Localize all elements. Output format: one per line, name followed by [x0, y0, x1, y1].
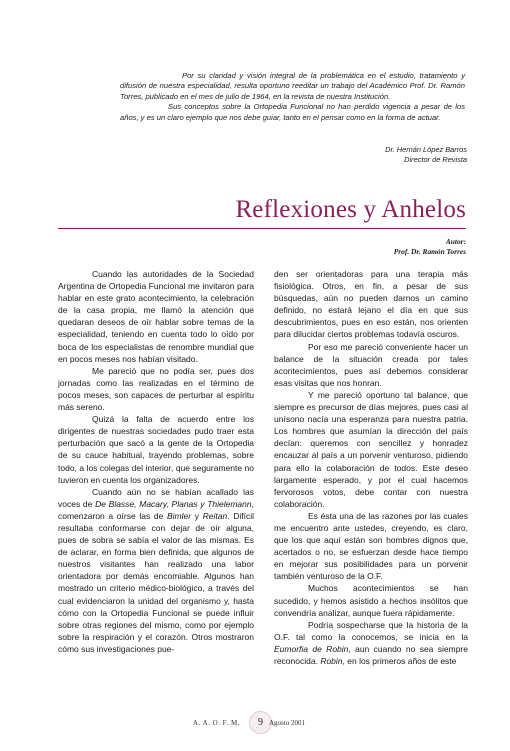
- body-paragraph: Me pareció que no podía ser, pues dos jornadas como las realizadas en el término de pocos meses, son capaces de perturbar al espíritu más sereno.: [58, 365, 254, 413]
- text-run: . Difícil resultaba conformarse con dejar de oír alguna, pues de sobra se sabía el valor de las mismas. Es de aclarar, en forma bien definida, que algunos de nuestros visitantes han realizado una labor orientadora por demás encomiable. Algunos han mostrado un criterio médico-biológico, a través del cual evidenciaron la unidad del organismo y, hasta cómo con la Ortopedia Funcional se puede influir sobre otras regiones del mismo, como por ejemplo sobre la respiración y el corazón. Otros mostraron cómo sus investigaciones pue-: [58, 510, 255, 654]
- title-divider: [58, 228, 466, 229]
- italic-names: Bimler: [166, 510, 192, 521]
- right-column: [274, 268, 468, 667]
- body-paragraph: Por eso me pareció conveniente hacer un balance de la situación creada por tales acontecimientos, pues así debemos considerar esas visitas que nos honran.: [274, 341, 468, 388]
- italic-term: Eumorfia de Robin: [274, 643, 349, 654]
- signature-name: Dr. Hernán López Barros: [385, 145, 467, 154]
- left-column: [58, 268, 254, 655]
- page-footer: [0, 713, 510, 733]
- italic-names: Reitan: [202, 510, 228, 521]
- intro-signature: [385, 145, 467, 165]
- page-number: 9: [258, 717, 263, 728]
- body-paragraph: Y me pareció oportuno tal balance, que siempre es precursor de días mejores, pues casi al unísono nacía una esperanza para nuestra patria. Los hombres que asumían la dirección del país decían: queremos con sencillez y honradez encauzar al país a un porvenir venturoso, pidiendo para ello la colaboración de todos. Este deseo largamente esperado, y por el cual hacemos fervorosos votos, debe contar con nuestra colaboración.: [274, 389, 468, 509]
- article-title: Reflexiones y Anhelos: [235, 196, 466, 223]
- body-paragraph: [58, 486, 254, 655]
- author-label: Autor:: [445, 237, 466, 246]
- article-author: [394, 237, 466, 256]
- text-run: y: [191, 510, 203, 521]
- footer-date: Agosto 2001: [269, 719, 305, 727]
- intro-paragraph: Por su claridad y visión integral de la problemática en el estudio, tratamiento y difusión de nuestra especialidad, resulta oportuno reeditar un trabajo del Académico Prof. Dr. Ramón Torres, publicado en el mes de julio de 1964, en la revista de nuestra Institución.: [120, 71, 465, 101]
- body-paragraph: Cuando las autoridades de la Sociedad Argentina de Ortopedia Funcional me invitaron para hablar en este grato acontecimiento, la celebración de la casa propia, me llamó la atención que quedaran deseos de oír hablar sobre temas de la especialidad, teniendo en cuenta todo lo oído por boca de los especialistas de renombre mundial que en pocos meses nos habían visitado.: [58, 269, 254, 364]
- body-paragraph: [274, 619, 468, 667]
- footer-journal: A. A. O. F. M.: [192, 719, 240, 727]
- text-run: , aun cuando no sea siempre reconocida.: [274, 643, 468, 666]
- italic-names: De Blasse, Macary, Planas y Thielemann: [95, 498, 252, 509]
- body-paragraph: Muchos acontecimientos se han sucedido, y hemos asistido a hechos insólitos que convendría analizar, aunque fuera rápidamente.: [274, 583, 468, 618]
- body-paragraph: Es ésta una de las razones por las cuales me encuentro ante ustedes, creyendo, es claro, que los que aquí están son hombres dignos que, acertados o no, se esfuerzan desde hace tiempo en mejorar sus posibilidades para un porvenir también venturoso de la O.F.: [274, 510, 468, 582]
- text-run: Podría sospecharse que la historia de la O.F. tal como la conocemos, se inicia en la: [274, 619, 468, 642]
- text-run: , en los primeros años de este: [342, 656, 457, 666]
- body-paragraph: Quizá la falta de acuerdo entre los dirigentes de nuestras sociedades pudo traer esta perturbación que sacó a la gente de la Ortopedia de su cauce habitual, trayendo problemas, sobre todo, a los colegas del interior, que seguramente no tuvieron en cuenta los organizadores.: [58, 414, 254, 485]
- intro-paragraph: Sus conceptos sobre la Ortopedia Funcional no han perdido vigencia a pesar de los años, y es un claro ejemplo que nos debe guiar, tanto en el pensar como en la forma de actuar.: [120, 102, 465, 122]
- signature-role: Director de Revista: [404, 155, 467, 164]
- italic-term: Robin: [320, 656, 343, 666]
- author-name: Prof. Dr. Ramón Torres: [393, 246, 466, 256]
- body-paragraph: den ser orientadoras para una terapia más fisiológica. Otros, en fin, a pesar de sus búsquedas, aún no pueden darnos un camino definido, no estará lejano el día en que sus descubrimientos, pues en eso están, nos orienten para dilucidar ciertos problemas todavía oscuros.: [274, 269, 468, 340]
- text-run: , comenzaron a oírse las de: [58, 498, 254, 521]
- intro-note: [120, 71, 465, 123]
- text-run: Cuando aún no se habían acallado las voces de: [58, 486, 254, 509]
